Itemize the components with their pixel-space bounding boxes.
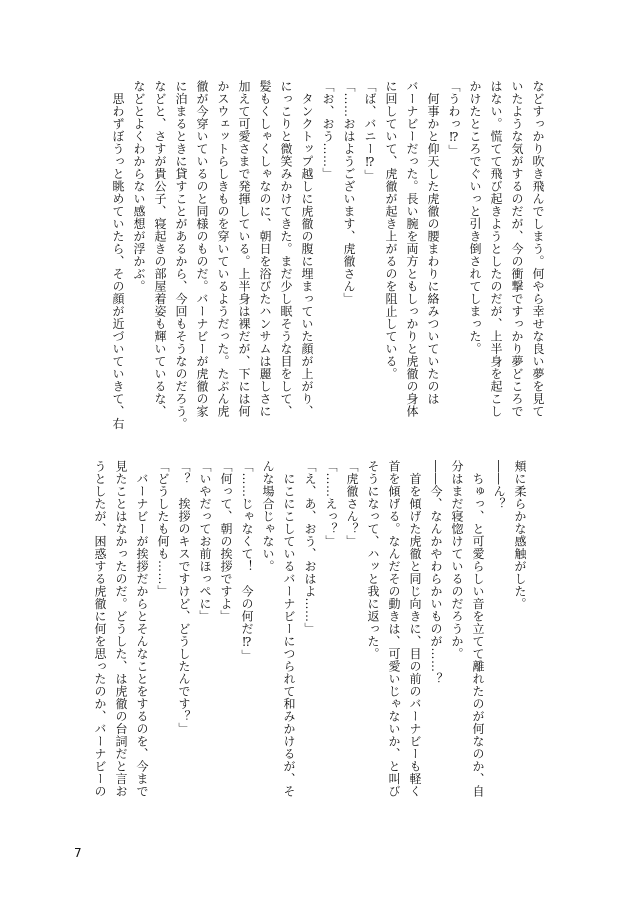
text-line: 徹が今穿いているのと同様のものだ。バーナビーが虎徹の家 — [195, 80, 209, 418]
text-line: ――ん？ — [492, 460, 506, 510]
text-line: 加えて可愛さまで発揮している。上半身は裸だが、下には何 — [237, 80, 251, 418]
text-line: 分はまだ寝惚けているのだろうか。 — [450, 460, 464, 660]
text-line: ちゅっ、と可愛らしい音を立てて離れたのが何なのか、自 — [471, 460, 485, 798]
text-block-top — [107, 80, 548, 430]
text-line: 「ば、バニー⁉」 — [363, 80, 377, 182]
text-line: 「え、あ、おう、おはよ……」 — [303, 460, 317, 635]
text-line: 首を傾げる。なんだその動きは、可愛いじゃないか、と叫び — [387, 460, 401, 798]
text-line: 「お、おう……」 — [321, 80, 335, 180]
text-line: などと、さすが貴公子、寝起きの部屋着姿も輝いているな、 — [153, 80, 167, 418]
text-line: に泊まるときに貸すことがあるから、今回もそうなのだろう。 — [174, 80, 188, 430]
text-line: 「うわっ⁉」 — [447, 80, 461, 157]
text-line: 「……じゃなくて！ 今の何だ⁉」 — [240, 460, 254, 662]
text-line: いたような気がするのだが、今の衝撃ですっかり夢どころで — [510, 80, 524, 418]
text-line: タンクトップ越しに虎徹の腹に埋まっていた顔が上がり、 — [300, 80, 314, 418]
text-line: にこにこしているバーナビーにつられて和みかけるが、そ — [282, 460, 296, 798]
text-line: に回していて、虎徹が起き上がるのを阻止している。 — [384, 80, 398, 380]
text-line: バーナビーだった。長い腕を両方ともしっかりと虎徹の身体 — [405, 80, 419, 418]
text-line: などとよくわからない感想が浮かぶ。 — [132, 80, 146, 293]
text-line: 「何って、朝の挨拶ですよ」 — [219, 460, 233, 623]
text-line: うとしたが、困惑する虎徹に何を思ったのか、バーナビーの — [93, 460, 107, 798]
text-line: バーナビーが挨拶だからとそんなことをするのを、今まで — [135, 460, 149, 798]
text-block-bottom — [89, 460, 530, 820]
text-line: 思わずぼうっと眺めていたら、その顔が近づいていきて、右 — [111, 80, 125, 430]
text-line: かスウェットらしきものを穿いているようだった。たぶん虎 — [216, 80, 230, 418]
text-line: にっこりと微笑みかけてきた。まだ少し眠そうな目をして、 — [279, 80, 293, 418]
text-line: 「虎徹さん？」 — [345, 460, 359, 548]
text-line: 何事かと仰天した虎徹の腰まわりに絡みついていたのは — [426, 80, 440, 405]
text-line: などすっかり吹き飛んでしまう。何やら幸せな良い夢を見て — [531, 80, 545, 418]
text-line: 「……おはようございます、虎徹さん」 — [342, 80, 356, 305]
text-line: んな場合じゃない。 — [261, 460, 275, 573]
text-line: ――今、なんかやわらかいものが……？ — [429, 460, 443, 685]
text-line: かけたところでぐいっと引き倒されてしまった。 — [468, 80, 482, 355]
text-line: 「いやだってお前ほっぺに」 — [198, 460, 212, 623]
text-line: はない。慌てて飛び起きようとしたのだが、上半身を起こし — [489, 80, 503, 418]
text-line: 首を傾げた虎徹と同じ向きに、目の前のバーナビーも軽く — [408, 460, 422, 798]
text-line: そうになって、ハッと我に返った。 — [366, 460, 380, 660]
text-line: 頬に柔らかな感触がした。 — [513, 460, 527, 610]
text-line: 「どうしたも何も……」 — [156, 460, 170, 598]
text-line: 髪もくしゃくしゃなのに、朝日を浴びたハンサムは麗しさに — [258, 80, 272, 418]
text-line: 「？ 挨拶のキスですけど、どうしたんです？」 — [177, 460, 191, 735]
text-line: 「……えっ？」 — [324, 460, 338, 548]
page-number: 7 — [74, 846, 82, 860]
text-line: 見たことはなかったのだ。どうした、は虎徹の台詞だと言お — [114, 460, 128, 798]
